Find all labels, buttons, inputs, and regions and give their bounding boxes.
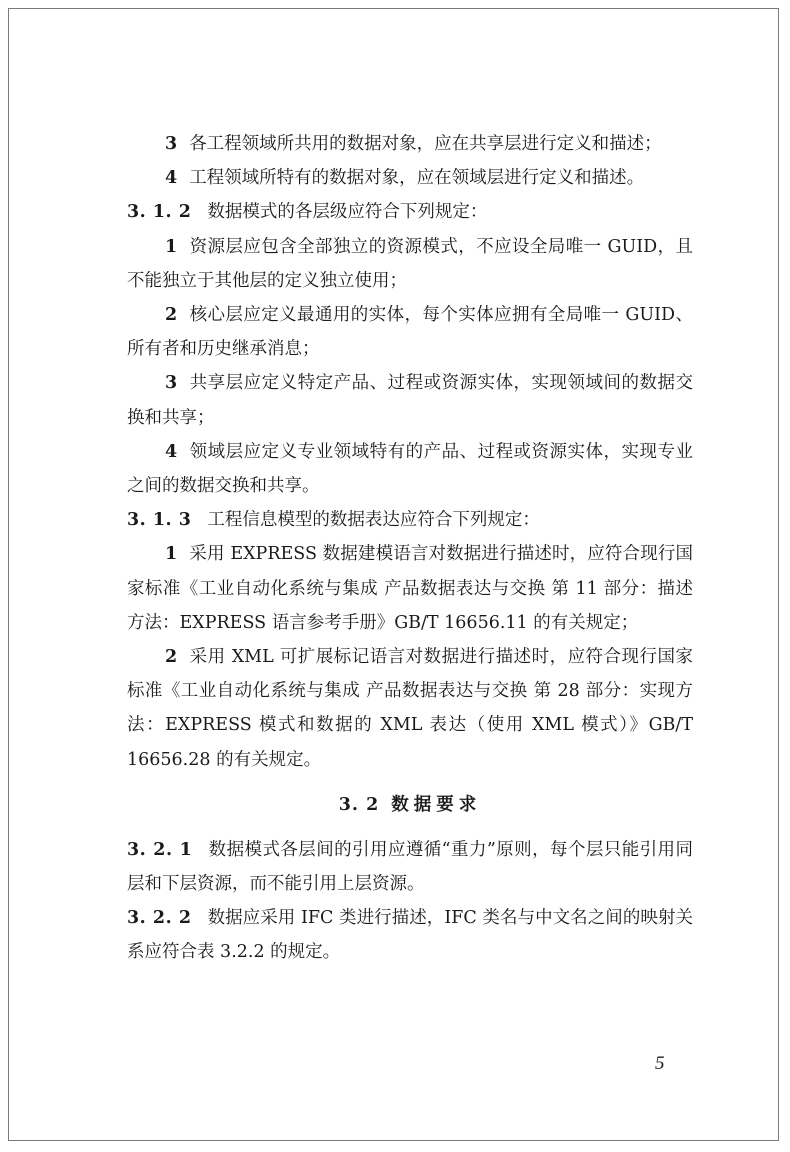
- item-number: 3: [165, 134, 178, 154]
- list-item: [127, 537, 693, 640]
- item-text: 领域层应定义专业领域特有的产品、过程或资源实体，实现专业之间的数据交换和共享。: [127, 441, 693, 497]
- clause-number: 3. 2. 2: [127, 908, 192, 929]
- list-item: [127, 161, 693, 195]
- clause-number: 3. 2. 1: [127, 839, 193, 860]
- list-item: [127, 366, 693, 434]
- section-number: 3. 2: [338, 794, 380, 815]
- item-text: 共享层应定义特定产品、过程或资源实体，实现领域间的数据交换和共享；: [127, 373, 693, 428]
- item-number: 4: [165, 168, 178, 189]
- item-number: 3: [165, 373, 178, 394]
- list-item: [127, 230, 693, 298]
- clause-number: 3. 1. 2: [127, 202, 192, 223]
- item-number: 2: [165, 647, 178, 668]
- item-number: 4: [165, 441, 178, 462]
- item-number: 2: [165, 305, 178, 326]
- item-text: 各工程领域所共用的数据对象，应在共享层进行定义和描述；: [189, 134, 662, 154]
- clause-text: 数据模式各层间的引用应遵循“重力”原则，每个层只能引用同层和下层资源，而不能引用上层资源。: [127, 839, 693, 895]
- clause-3-2-2: [127, 901, 693, 969]
- clause-text: 数据模式的各层级应符合下列规定：: [207, 202, 488, 223]
- clause-3-1-3: [127, 503, 693, 537]
- clause-number: 3. 1. 3: [127, 510, 192, 531]
- item-number: 1: [165, 236, 178, 257]
- item-text: 核心层应定义最通用的实体，每个实体应拥有全局唯一 GUID、所有者和历史继承消息；: [127, 305, 693, 360]
- clause-3-2-1: [127, 833, 693, 901]
- list-item: [127, 435, 693, 503]
- section-title: 数据要求: [391, 794, 482, 815]
- item-number: 1: [165, 544, 178, 565]
- item-text: 工程领域所特有的数据对象，应在领域层进行定义和描述。: [189, 168, 645, 189]
- list-item: [127, 127, 693, 161]
- item-text: 采用 XML 可扩展标记语言对数据进行描述时，应符合现行国家标准《工业自动化系统与集成 产品数据表达与交换 第 28 部分：实现方法：EXPRESS 模式和数据的 XML 表达（使用 XML 模式）》GB/T 16656.28 的有关规定。: [127, 647, 693, 770]
- page-number: 5: [655, 1053, 665, 1074]
- item-text: 资源层应包含全部独立的资源模式，不应设全局唯一 GUID，且不能独立于其他层的定义独立使用；: [127, 236, 693, 291]
- clause-3-1-2: [127, 195, 693, 229]
- clause-text: 工程信息模型的数据表达应符合下列规定：: [207, 510, 540, 531]
- clause-text: 数据应采用 IFC 类进行描述，IFC 类名与中文名之间的映射关系应符合表 3.2.2 的规定。: [127, 908, 693, 963]
- page-frame: [8, 8, 779, 1141]
- document-body: [127, 127, 693, 970]
- item-text: 采用 EXPRESS 数据建模语言对数据进行描述时，应符合现行国家标准《工业自动化系统与集成 产品数据表达与交换 第 11 部分：描述方法：EXPRESS 语言参考手册》GB/T 16656.11 的有关规定；: [127, 544, 693, 633]
- section-heading: [127, 785, 693, 825]
- list-item: [127, 298, 693, 366]
- list-item: [127, 640, 693, 777]
